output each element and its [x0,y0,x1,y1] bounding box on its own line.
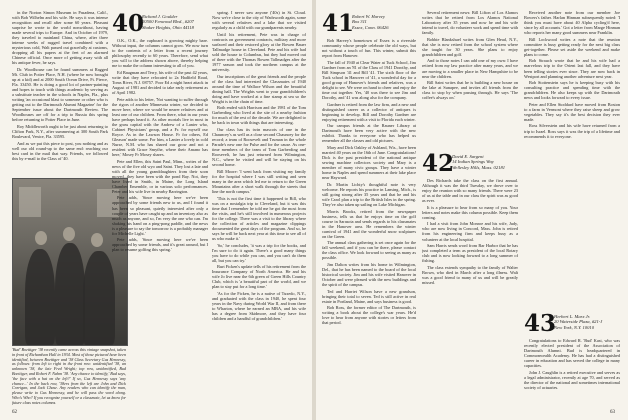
left-col-2 [112,38,208,404]
paragraph: John J. Caughlin is a retired executive and serves as a legal administrator, recently at age 70, and served as the director of the national and sometimes international society of actuaries. [524,369,620,390]
paragraph: Bob Harvey's hometown of Essex is a riverside community whose people celebrate the old ways, but not without a touch of fun. This winter, submit this report from Hanover. [322,38,416,59]
paragraph: Ed Baugman and Terry, his wife of the past 42 years, write that they have relocated to 2a Hadfield Road, Toms River, N.J. 08757. Poor Ed a night heart attack in August of 1981 and decided to take early retirement as of April 1982. [112,69,208,95]
secretary-street: 14 Indian Springs Way [452,159,494,165]
paragraph: It is a pleasure to hear from so many of you. Your letters and notes make this column possible. Keep them coming. [422,204,518,220]
page-number-left: 62 [12,410,17,415]
class-year-number: 43 [524,310,557,337]
paragraph: Peter and Ellen Stoddard have moved from Boston to a farm in Vermont where they raise sheep and grow vegetables. They say it's the best decision they ever made. [524,101,620,122]
secretary-street: 20 Waterside Plaza, #21-J [554,319,603,325]
class-year-number: 41 [322,10,355,37]
paragraph: I had a visit from John Monroe and his wife, Judy, who are now living in Concord, Mass. John is retired from his engineering firm and keeps busy as a volunteer at the local hospital. [422,221,518,242]
paragraph: Bob Ross, the former editor of The Dartmouth, is writing a book about the college's war years. He'd love to hear from anyone with stories or letters from that period. [322,305,416,326]
paragraph: 'So,' he concludes, 'it was a trip for the books, and I'm sure to do it again. There's a good many things you have to do while you can, and you can't do them all, but you can try.' [212,242,306,263]
paragraph: And as we put this piece to post, you nothing and as well our old round-up to the same end: reaching our best card in the mail that way. Friends, we followed this by e-mail to the Class of '40. [12,140,108,161]
paragraph: The fall of 1940 at Clear Water at Tuck School, Jim Gardner from an '81 of the Class of 1941 Dorothy, and Bill Simpson '41 and Bill '41. The sixth floor of the Tuck school in Hanover of '41, a wonderful day for a good group of Hanover's friends and relatives, was a delight to see. We were on hand to cheer and enjoy the time out together. Yes, '40 was there to see Jim and Dorothy, and '41 was along also for the company. [322,59,416,101]
paragraph: Congratulations to Edward R. 'Bud' Kast, who was recently elected president of the Association of Dartmouth Alumni. Bud is headquartered in Commonwealth Academy. He has had a distinguished career in education and has served the college in many capacities. [524,338,620,369]
paragraph: Dr. Martin Lichty's thoughtful note is very welcome. He reports his practice in Lansing, Mich., is still going strong after 35 years and that he and his wife Carol plan a trip to the British Isles in the spring. They've also taken up sailing on Lake Michigan. [322,181,416,207]
paragraph: Gardner is retired from the law firm, and a new and distinguished career as a collector of antiques is beginning to develop. Bill and Dorothy Gardner are enjoying retirement with a visit to Florida each winter. [322,101,416,122]
right-col-3-top [524,10,620,310]
paragraph: Our campus friends at the Rauner Library at Dartmouth have been very active with the new exhibit. Thanks to everyone who has helped us remember all the classes and old pictures. [322,123,416,144]
class-year-number: 42 [422,150,455,177]
secretary-name: Herbert L. Marx Jr. [554,314,591,319]
class-secretary-header [452,154,518,170]
secretary-name: David E. Sargent [452,154,484,159]
secretary-city: New York, N.Y. 10010 [554,324,594,330]
paragraph: Pete adds, 'Since moving here we've been approached by some friends, and it's great around, but I plan to resume golfing this spring.' [112,237,208,253]
right-col-2-bottom [422,178,518,404]
paragraph: 'As for the Ficken, he is a native of Tuxedo, N.Y., and graduated with the class in 1940, he spent four years in the Navy during World War II, and from there to Wharton, where he earned an MBA, and his wife has a degree from Skidmore, and they have four children and a handful of grandchildren.' [212,290,306,322]
paragraph: Des Richards take the class on the first annual. Although it was the third Tuesday, we drove over to enjoy the reunion with so many friends. There were 23 of us at the table and in our class the spirit was as good as ever. [422,178,518,204]
paragraph: Several retirement news: Bill Lifton of Los Alamos writes that he retired from Los Alamos National Laboratory after 35 years and now he and his wife intend to travel, do volunteer work and spend time with family. [422,10,518,36]
secretary-city: Essex, Conn. 06426 [352,24,389,30]
right-col-3-bottom [524,338,620,404]
secretary-street: Box 311 [352,19,367,25]
paragraph: Pete adds, 'Since moving here we've been approached by some friends new to us, and I found it has been so pleasant, quietly interested after only a couple of years have caught up and an inventory also as much as anyone, and so, I'm very the one who can. I'm shaking his hand on a ping-pong paddle, and the news is a pleasure to say the tomorrow is a probably manager for Michelle Light.' [112,195,208,236]
paragraph: Jim Dalton writes from his home in Wilmington, Del., that he has been named to the board of the local historical society. Jim and his wife visited Hanover in October and were pleased with the new buildings and the spirit of the campus. [322,261,416,288]
paragraph: Sam Harris sends word from Bar Harbor that he has just completed a term as president of the local Rotary club and is now looking forward to a long summer of fishing. [422,243,518,264]
paragraph: Our inscriptions of the great friends and the people of the class had interested the Classmates of 1940 around the time of Wallace Wilson and the beautiful dining hall. The Wrights went to your grandchildren's doing and have worked at a fine stamp at sea so the Wright is in the chain of time. [212,73,306,104]
paragraph: in the Norton Simon Museum in Pasadena, Calif., with Bob Wilhelm and his wife. He says it was intense recognition and recall after some 60 years. Pleasant surprise he wrote to the world nonwithout, having made several trips to Europe. And in October of 1979, they traveled to mainland China, where, after three intense weeks of rugged travel combined with a mysterious cold, Walt passed out gracefully at customs, dropping all his papers at the feet of an alarmed Chinese official. Once more of getting away with all his antique fever, he says. [12,10,108,66]
right-col-2-top [422,10,518,150]
paragraph: Our class has its twin mascots of one in the Chauncey's as well as a close second Chauncey for the record; a team of Roosevelt and Truman in the whole Parade's new one for Pulse and for the cause. As one-time members of the team of Tom Garberding and Roosevelt, he has just returned from Wilmington, N.C., where he visited and will be staying on his second home. [212,127,306,168]
paragraph: The class extends sympathy to the family of Walter Brown, who died in March after a long illness. Walt was a good friend to many of us and will be greatly missed. [422,264,518,285]
paragraph: Pete and Ellen, this Saint Paul, Minn., writes of the news of the five old wyo and Saint. They lost a late and with all the young granddaughters from their soon moved...they have been with the pond Bay. Not, they have lived in Smith, in Maine, the Long Island Chamber Ensemble, or in various solo performances. Peter and his wife live in nearby Barrington. [112,158,208,194]
paragraph: 'This is not the first time it happened to Bill, who was on a nostalgia trip to Cleveland, but it was this time that I remember he told me he got the most from the visits, and he's still involved in numerous projects for the college. There was a visit to the library where the collection of articles and magazine clippings documented the great days of the program. And so, he says he will be back next year at this time to see all of us who make it.' [212,195,306,242]
paragraph: Bill Lockwood writes a note that the reunion committee is busy getting ready for the next big class get-together. Please set aside the weekend and make plans to come. [524,36,620,57]
paragraph: Ross Silverstein and his wife have returned from a trip to Israel. Ross says it was the trip of a lifetime and recommends it to everyone. [524,123,620,139]
left-col-1 [12,10,108,174]
class-secretary-header [142,14,214,30]
class-snapshot-photo [12,178,128,346]
paragraph: Roy Middleworth ought to be just about returning to Clifton Park, N.Y., after summering at 300 South Park Boulevard, Venice, Fla. 33595. [12,124,108,140]
paragraph: The annual class gathering is set once again for the fall weekend, and if you can be there, please contact the class office. We look forward to seeing as many as possible. [322,240,416,261]
class-year-number: 40 [112,10,145,37]
paragraph: Mary and Dick Oakley of Ashland, Wis., have been married 40 years on the 16th of June. Congratulations! Dick is the past president of the national antique sewing machine collectors society and Mary is a member of many civic groups. They have a winter home in Naples and spend summers at their lake place near Hayward. [322,144,416,181]
page-number-right: 63 [610,410,615,415]
paragraph: O.K., O.K., the cupboard is growing mighty bare. Without input, the columns cannot grow. We now turn to the contents of a letter from a recent journey philosophy recently to 60 years. Therefore, send what you will to the address shown above, thereby helping me to make the column interesting to all of you. [112,38,208,69]
paragraph: Pete adds to his letter, 'Not wanting to suffer through the rigors of another Minnesota winter, we decided to move here, where we would be nearer relatives and at least one of our children. From there, what in our years have perhaps heard it. As other mortals live in most in the grass capital with the Andrew of a Lanier who, Cabinet Physicians' group, and a Fr. for myself our Royce. As in the Lawson House. Fr for others, Ed Gleason' made some. For him, a Lanier a lovely in cold Nurse, N.M. who has shared our grow and not a resident with Grace Smythe, where their Amano has here,' Mosey Fr Mosey shares. [112,96,208,158]
paragraph: Dr. Woodhouse can be found summers at Ragged Mt. Club in Potter Place, N.H. (where he now brought up at a kid) and at 2000 South Ocean Drive, Ft. Pierce, Fla. 33450. He is doing a good lot of partner-painting and hopes to touch with things academic by serving as a substitute teacher in the schools in Naples, Fla., plus writing 'an occasional blast to someone or other who is getting out to the Dartmouth Alumni Magazine' for the September issue about the Dartmouth Review. The Woodhouses are off for a trip to Russia this spring before returning to Potter Place in June. [12,67,108,123]
secretary-name: Richard J. Goulder [142,14,178,19]
paragraph: Until his retirement, Pete was in charge of contracts on government contracts, military and more surfaced and their restored glory at the Bowen Bauer Tallmadge house in Cleveland. Pete and his wife had sold the house to Columbus, but they had moved out of there with the Thomas Bowen Tallmadges after the 1977 season and took the northern campus at the university. [212,31,306,73]
paragraph: Received another note from our member Joe Bowers's father. Harlan Hinman subsequently noted: 'I think you must have about 40 Alpha cycling'd here, since by all accounts.' Got a letter from Marge Hinman who reports her many good summers near Franklin. [524,10,620,36]
paragraph: spring. I never saw anyone ('40s) in St. Cloud. Now we're close to the city of Wadsworth again, some with several relatives and a lake that we visited regularly as a child with our grandparents nearby. [212,10,306,31]
paragraph: Morris Brooks, retired from the newspaper business, tells us that he enjoys time on the golf course in Sarasota and sends regards to his classmates in the Hanover area. He remembers the winter carnival of 1941 and the wonderful snow sculptures on the Green. [322,208,416,239]
paragraph: Burt Ficken's update tells of his retirement from the Insurance Company of North America. He and his wife Jo live near the 6th green of Green Hills Country Club, which is 'a beautiful part of the world, and we plan to stay put for a long time.' [212,264,306,290]
paragraph: Bob Strauch wrote that he and his wife had a marvelous trip to the Orient last fall, and they have been telling stories ever since. They are now back in Westport and planning another adventure next year. [524,58,620,79]
left-col-3 [212,10,306,404]
paragraph: Both ended with Harrison and the 1981 of the Tom Garberding who lived at the site of a nearby fashion for much of the rest of the decade. We are delighted to be back in town with things that are interesting. [212,105,306,126]
secretary-city: Wellesley Hills, Mass. 02181 [452,164,506,170]
paragraph: Bob Stottenstein says he is keeping busy with his consulting practice and spending time with the grandchildren. He also keeps up with the Dartmouth news and looks forward to every issue. [524,80,620,101]
right-col-1 [322,38,416,404]
left-page [0,0,312,420]
paragraph: Bill Moore: 'I went back from visiting my family for the hospital where I was still writing and seen many in the area which led me to return to the Green Mountains after a short walk through the streets that line the north campus.' [212,168,306,195]
secretary-street: 20500 Fenwood Blvd., #207 [142,19,194,25]
paragraph: And to those notes I can add one of my own: I have retired from my law practice after many years, and we are moving to a smaller place in New Hampshire to be near the children. [422,58,518,79]
secretary-name: Robert W. Harvey [352,14,385,19]
class-secretary-header [352,14,414,30]
paragraph: Ted and Harriet Wilson have a new grandson, bringing their total to seven. Ted is still active in real estate in Portland, Maine, and says business is good. [322,288,416,304]
right-page [316,0,628,420]
secretary-city: Shaker Heights, Ohio 44118 [142,24,194,30]
paragraph: Bill Saint writes that he is building a new house on the lake at Sunapee, and invites all friends from the class to stop by when passing through. He says 'The coffee's always on.' [422,80,518,101]
photo-caption: 'Bud' Boettiger '38 recently came across this vintage snapshot, taken in front of Richardson Hall in 1934. Most of those pictured have been identified, between Boettiger and '38 Class Secretary Gus Hennessy, as follows: from left to right in the front row: unidentified '38, an unknown '38, the late Fred Wright; top row, unidentified, Bud Boettiger, and Robert F. Nahm '38. 'Any chance to identify,' Bud says, 'the face with a hat on the left?' If so, Gus Hennessy says 'any chance...' In the back row, '38ers from the left are John and Dick Corrigan, and Jack Chase. Any readers who can identify the man, please write to Gus Hennessy, and he will pass the word along. Who's Who? If you recognize yourself or a classmate, let us know for future class notes columns. [12,347,126,405]
class-secretary-header [554,314,622,330]
paragraph: Bobbie Blankshuel writes from Glen Head, N.Y., that she is now retired from the school system where she taught for 30 years. She plans to enjoy grandchildren and golf. [422,36,518,57]
